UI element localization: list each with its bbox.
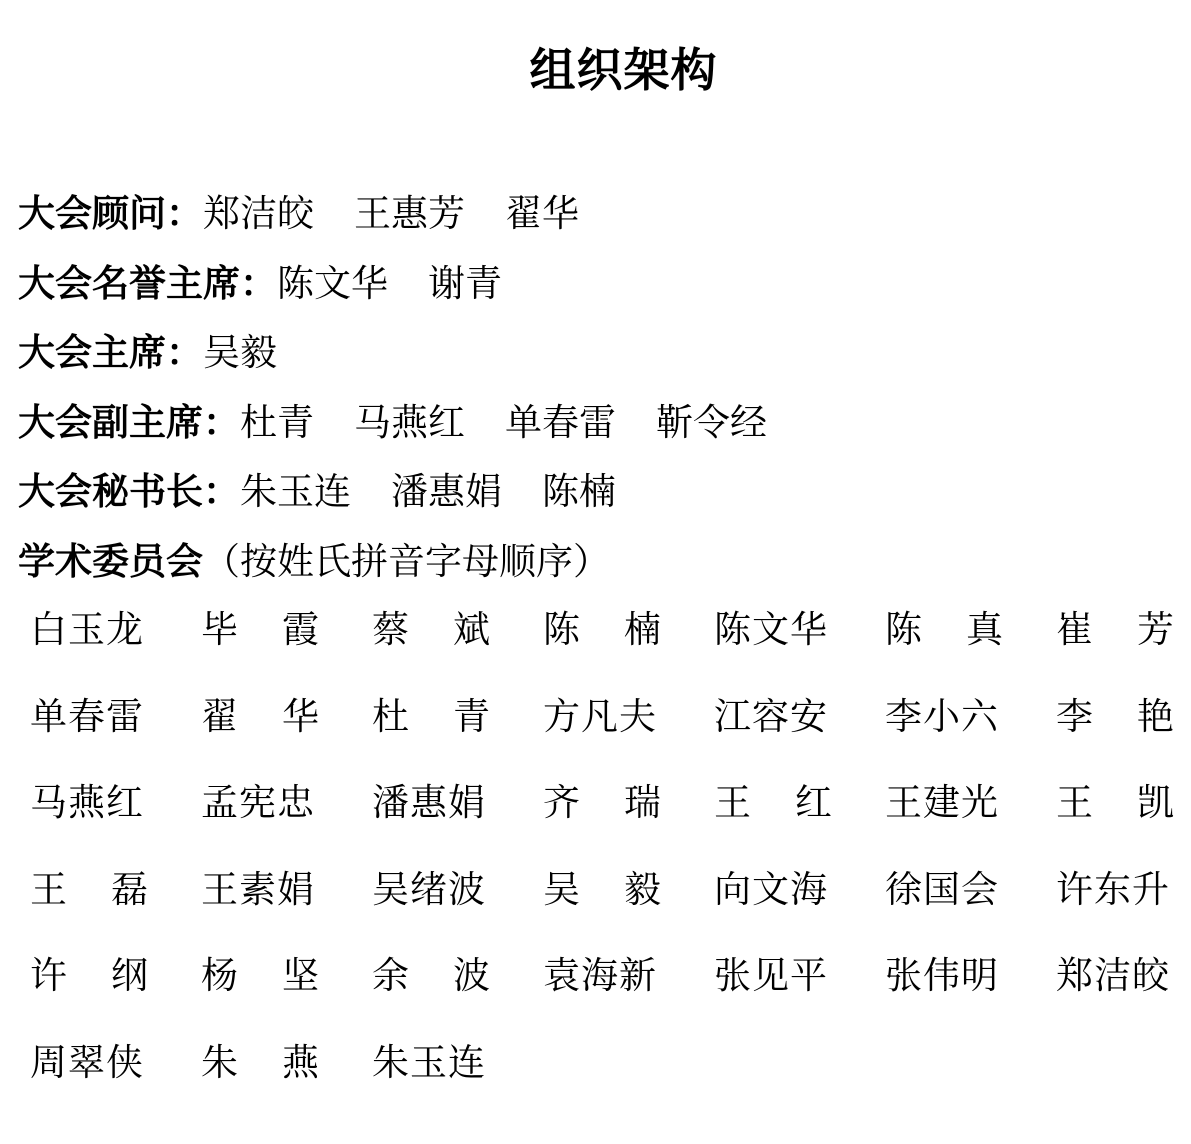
committee-member: 李小六 — [885, 694, 999, 738]
role-label: 大会名誉主席： — [18, 260, 277, 305]
role-list — [18, 183, 1178, 600]
role-secretary-general — [18, 461, 1178, 531]
role-advisors — [18, 183, 1178, 253]
person-name: 杜青 — [240, 400, 314, 444]
committee-member: 王 磊 — [30, 867, 148, 911]
role-label: 大会主席： — [18, 330, 203, 374]
role-label: 大会副主席： — [18, 399, 240, 444]
committee-member: 蔡 斌 — [372, 608, 490, 651]
person-name: 陈文华 — [277, 261, 388, 305]
committee-member: 吴绪波 — [372, 867, 486, 911]
committee-member: 吴 毅 — [543, 867, 661, 911]
committee-member: 张见平 — [714, 954, 828, 997]
role-names — [203, 192, 579, 235]
committee-member: 陈文华 — [714, 608, 828, 651]
committee-member: 陈 真 — [885, 608, 1003, 651]
role-label: 大会顾问： — [18, 191, 203, 235]
committee-member: 朱玉连 — [372, 1040, 486, 1084]
person-name: 郑洁皎 — [203, 192, 314, 235]
person-name: 朱玉连 — [240, 470, 351, 513]
committee-member: 徐国会 — [885, 867, 999, 911]
role-honorary-chair — [18, 253, 1178, 323]
committee-member: 翟 华 — [201, 694, 319, 738]
committee-member: 王素娟 — [201, 867, 315, 911]
person-name: 陈楠 — [542, 470, 616, 513]
committee-member: 单春雷 — [30, 694, 144, 738]
committee-member: 许 纲 — [30, 954, 148, 997]
person-name: 马燕红 — [354, 400, 465, 444]
committee-member-grid — [30, 600, 1180, 1119]
committee-note: （按姓氏拼音字母顺序） — [203, 539, 610, 583]
role-chair — [18, 322, 1178, 392]
person-name: 谢青 — [428, 261, 502, 305]
person-name: 潘惠娟 — [391, 470, 502, 513]
role-label: 大会秘书长： — [18, 469, 240, 513]
committee-member: 王 凯 — [1056, 781, 1174, 824]
person-name: 翟华 — [505, 192, 579, 235]
committee-member: 崔 芳 — [1056, 608, 1174, 651]
committee-member: 袁海新 — [543, 954, 657, 997]
person-name: 吴毅 — [203, 331, 277, 374]
page-title: 组织架构 — [529, 43, 718, 97]
committee-member: 李 艳 — [1056, 694, 1174, 738]
committee-member: 马燕红 — [30, 781, 144, 824]
committee-member: 周翠侠 — [30, 1040, 144, 1084]
committee-member: 孟宪忠 — [201, 781, 315, 824]
person-name: 王惠芳 — [354, 192, 465, 235]
committee-member: 王 红 — [714, 781, 832, 824]
committee-member: 向文海 — [714, 867, 828, 911]
committee-member: 江容安 — [714, 694, 828, 738]
role-names — [277, 262, 502, 305]
committee-member: 白玉龙 — [30, 608, 144, 651]
committee-member: 陈 楠 — [543, 608, 661, 651]
role-names — [203, 331, 277, 374]
committee-member: 王建光 — [885, 781, 999, 824]
committee-member: 余 波 — [372, 954, 490, 997]
committee-member: 毕 霞 — [201, 608, 319, 651]
person-name: 靳令经 — [656, 400, 767, 444]
role-names — [240, 401, 767, 444]
person-name: 单春雷 — [505, 400, 616, 444]
committee-member: 郑洁皎 — [1056, 954, 1170, 997]
committee-heading — [18, 531, 1178, 601]
committee-member: 潘惠娟 — [372, 781, 486, 824]
committee-member: 杨 坚 — [201, 954, 319, 997]
role-vice-chair — [18, 392, 1178, 462]
committee-member: 张伟明 — [885, 954, 999, 997]
committee-member: 杜 青 — [372, 694, 490, 738]
committee-member: 朱 燕 — [201, 1040, 319, 1084]
role-names — [240, 470, 616, 513]
committee-member: 许东升 — [1056, 867, 1170, 911]
committee-member: 方凡夫 — [543, 694, 657, 738]
committee-label: 学术委员会 — [18, 538, 203, 583]
committee-member: 齐 瑞 — [543, 781, 661, 824]
